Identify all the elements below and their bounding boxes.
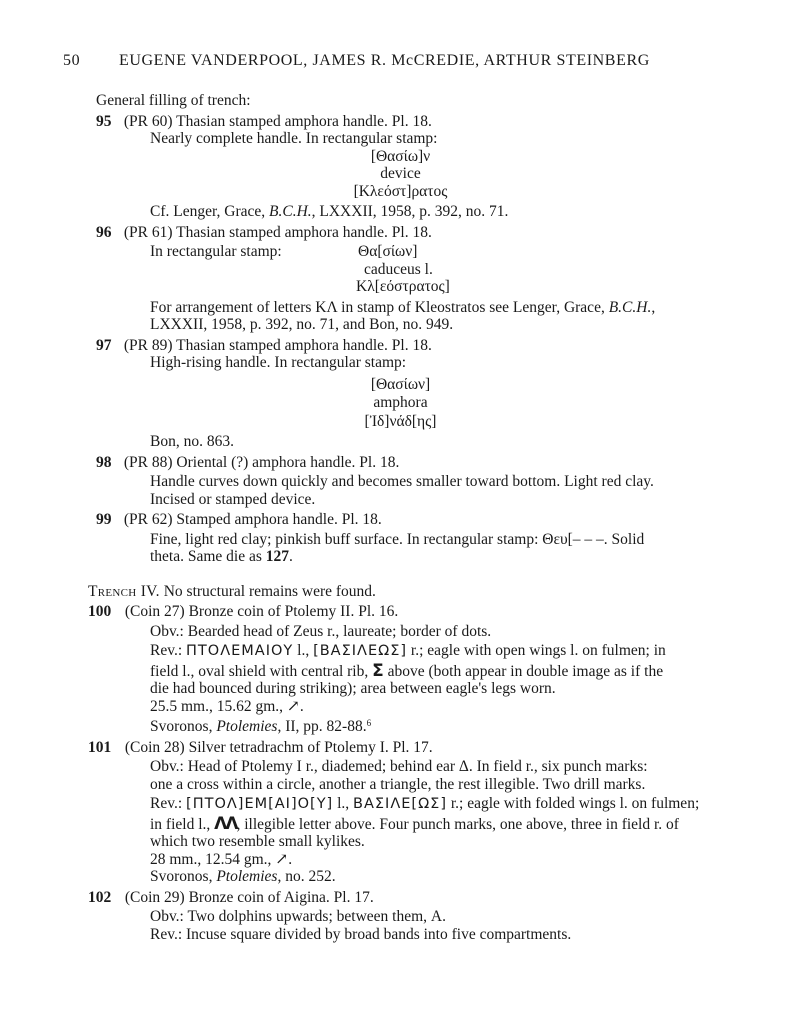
entry-description: In rectangular stamp: — [150, 243, 282, 260]
entry-description: theta. Same die as 127. — [150, 548, 293, 565]
running-title: EUGENE VANDERPOOL, JAMES R. McCREDIE, ARTHUR STEINBERG — [119, 52, 650, 69]
stamp-line: [Κλεόστ]ρατος — [353, 182, 448, 200]
entry-reference: Bon, no. 863. — [150, 433, 234, 450]
entry-description: Incised or stamped device. — [150, 490, 316, 508]
monogram-symbol: Σ — [372, 660, 384, 681]
catalogue-entry-100 — [0, 603, 801, 736]
reverse-description: which two resemble small kylikes. — [150, 833, 365, 850]
footnote-marker: 6 — [366, 718, 372, 728]
entry-reference: Svoronos, Ptolemies, no. 252. — [150, 868, 336, 885]
reverse-description: Rev.: ΠΤΟΛΕΜΑΙΟΥ l., [ΒΑΣΙΛΕΩΣ] r.; eagle with open wings l. on fulmen; in — [150, 642, 666, 659]
entry-number: 98 — [96, 453, 112, 471]
page-body — [0, 92, 801, 943]
reverse-description: die had bounced during striking); area between eagle's legs worn. — [150, 680, 556, 697]
entry-number: 97 — [96, 336, 112, 354]
trench-iv-heading: Trench IV. No structural remains were found. — [88, 582, 376, 600]
entry-heading: (PR 88) Oriental (?) amphora handle. Pl. 18. — [123, 453, 400, 471]
catalogue-entry-95 — [0, 113, 801, 221]
entry-description: Nearly complete handle. In rectangular stamp: — [150, 130, 438, 147]
obverse-description: one a cross within a circle, another a triangle, the rest illegible. Two drill marks. — [150, 775, 646, 793]
obverse-description: Obv.: Head of Ptolemy I r., diademed; behind ear Δ. In field r., six punch marks: — [150, 758, 648, 775]
entry-heading: (PR 60) Thasian stamped amphora handle. Pl. 18. — [123, 112, 432, 130]
entry-description: High-rising handle. In rectangular stamp: — [150, 354, 407, 371]
running-header — [63, 52, 741, 74]
entry-note: For arrangement of letters ΚΛ in stamp of Kleostratos see Lenger, Grace, B.C.H., — [150, 298, 656, 316]
stamp-line: amphora — [373, 394, 428, 411]
catalogue-entry-98 — [0, 454, 801, 509]
stamp-line: Κλ[εόστρατος] — [356, 278, 450, 295]
catalogue-entry-99 — [0, 511, 801, 566]
stamp-line: caduceus l. — [364, 260, 433, 278]
entry-number: 95 — [96, 112, 112, 130]
entry-reference: Cf. Lenger, Grace, B.C.H., LXXXII, 1958, p. 392, no. 71. — [150, 203, 509, 220]
obverse-description: Obv.: Two dolphins upwards; between them, Α. — [150, 908, 446, 925]
entry-heading: (PR 89) Thasian stamped amphora handle. Pl. 18. — [123, 336, 432, 354]
entry-number: 99 — [96, 511, 112, 528]
catalogue-entry-97 — [0, 337, 801, 451]
reverse-description: Rev.: Incuse square divided by broad bands into five compartments. — [150, 925, 572, 943]
reverse-description: in field l., ΛΛ, illegible letter above. Four punch marks, one above, three in field r. of — [150, 813, 679, 834]
monogram-symbol: ΛΛ — [214, 813, 237, 834]
catalogue-entry-96 — [0, 224, 801, 334]
stamp-line: [Θασίω]ν — [370, 147, 431, 165]
catalogue-entry-101 — [0, 739, 801, 886]
obverse-description: Obv.: Bearded head of Zeus r., laureate; border of dots. — [150, 622, 492, 640]
entry-description: Fine, light red clay; pinkish buff surface. In rectangular stamp: Θευ[– – –. Solid — [150, 530, 645, 548]
page-number: 50 — [63, 52, 81, 69]
entry-reference: Svoronos, Ptolemies, II, pp. 82-88.$^6$ — [150, 718, 372, 735]
entry-heading: (Coin 28) Silver tetradrachm of Ptolemy I. Pl. 17. — [124, 738, 433, 756]
stamp-line: Θα[σίων] — [358, 243, 418, 260]
measurements: 28 mm., 12.54 gm., ↗. — [150, 850, 293, 868]
reverse-description: Rev.: [ΠΤΟΛ]ΕΜ[ΑΙ]Ο[Υ] l., ΒΑΣΙΛΕ[ΩΣ] r.; eagle with folded wings l. on fulmen; — [150, 795, 700, 812]
stamp-line: [Ἰδ]νάδ[ης] — [364, 412, 437, 430]
entry-heading: (PR 61) Thasian stamped amphora handle. Pl. 18. — [123, 223, 432, 241]
catalogue-entry-102 — [0, 889, 801, 944]
measurements: 25.5 mm., 15.62 gm., ↗. — [150, 697, 304, 715]
stamp-line: [Θασίων] — [370, 375, 431, 393]
entry-heading: (Coin 29) Bronze coin of Aigina. Pl. 17. — [124, 888, 374, 906]
entry-note: LXXXII, 1958, p. 392, no. 71, and Bon, no. 949. — [150, 316, 454, 333]
entry-heading: (Coin 27) Bronze coin of Ptolemy II. Pl. 16. — [124, 603, 399, 620]
reverse-description: field l., oval shield with central rib, Σ above (both appear in double image as if the — [150, 660, 664, 681]
entry-number: 100 — [88, 603, 112, 620]
entry-number: 96 — [96, 223, 112, 241]
stamp-line: device — [380, 165, 421, 182]
entry-description: Handle curves down quickly and becomes smaller toward bottom. Light red clay. — [150, 473, 654, 490]
entry-heading: (PR 62) Stamped amphora handle. Pl. 18. — [123, 511, 382, 528]
entry-number: 101 — [88, 738, 112, 756]
entry-number: 102 — [88, 888, 112, 906]
section-label: General filling of trench: — [96, 92, 251, 109]
